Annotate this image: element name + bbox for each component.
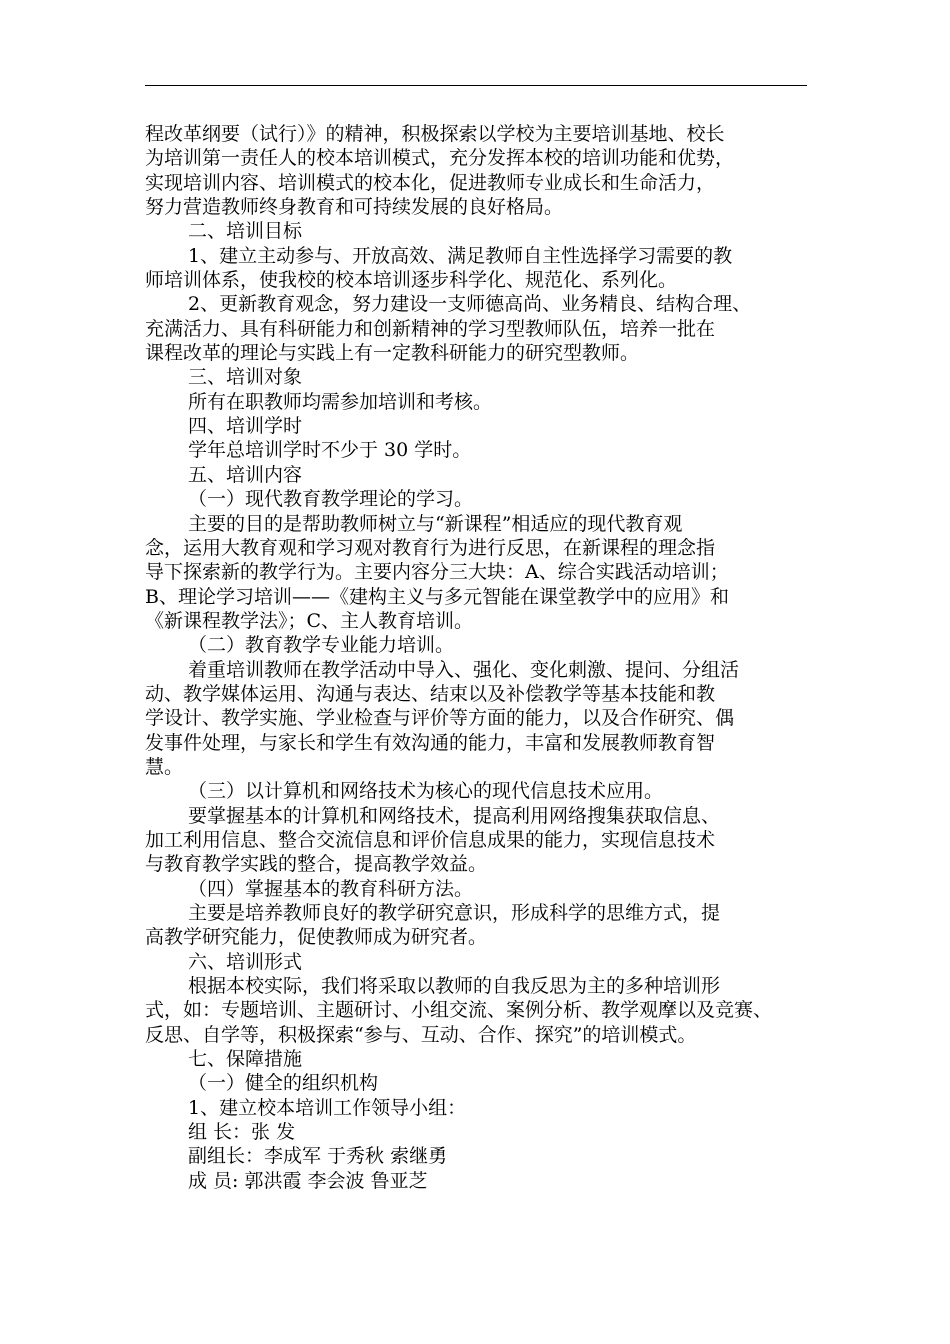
text-line: 念，运用大教育观和学习观对教育行为进行反思，在新课程的理念指	[145, 536, 716, 559]
section-heading: 四、培训学时	[188, 415, 303, 438]
text-line: 与教育教学实践的整合，提高教学效益。	[145, 853, 488, 876]
text-line: 根据本校实际，我们将采取以教师的自我反思为主的多种培训形	[188, 975, 721, 998]
text-line: 努力营造教师终身教育和可持续发展的良好格局。	[145, 196, 564, 219]
text-line: 充满活力、具有科研能力和创新精神的学习型教师队伍，培养一批在	[145, 317, 716, 340]
roster-members: 成 员: 郭洪霞 李会波 鲁亚芝	[188, 1169, 428, 1192]
section-heading: 二、培训目标	[188, 220, 303, 243]
text-line: 1、建立主动参与、开放高效、满足教师自主性选择学习需要的教	[188, 244, 733, 267]
text-line: 着重培训教师在教学活动中导入、强化、变化刺激、提问、分组活	[188, 658, 740, 681]
text-line: 主要是培养教师良好的教学研究意识，形成科学的思维方式，提	[188, 902, 721, 924]
text-line: 实现培训内容、培训模式的校本化，促进教师专业成长和生命活力，	[145, 171, 716, 194]
text-line: 所有在职教师均需参加培训和考核。	[188, 390, 493, 413]
text-line: 程改革纲要（试行）》的精神，积极探索以学校为主要培训基地、校长	[145, 123, 725, 145]
text-line: 课程改革的理论与实践上有一定教科研能力的研究型教师。	[145, 342, 640, 365]
text-line: 高教学研究能力，促使教师成为研究者。	[145, 926, 488, 949]
text-line: 2、更新教育观念，努力建设一支师德高尚、业务精良、结构合理、	[188, 293, 752, 316]
text-line: 要掌握基本的计算机和网络技术，提高利用网络搜集获取信息、	[188, 804, 721, 827]
roster-leader: 组 长：张 发	[188, 1121, 296, 1144]
subsection-heading: （一）健全的组织机构	[188, 1072, 379, 1095]
text-line: 发事件处理，与家长和学生有效沟通的能力，丰富和发展教师教育智	[145, 731, 716, 754]
text-line: 学设计、教学实施、学业检查与评价等方面的能力，以及合作研究、偶	[145, 707, 735, 730]
text-line: 式，如：专题培训、主题研讨、小组交流、案例分析、教学观摩以及竞赛、	[145, 999, 773, 1022]
text-line: 师培训体系，使我校的校本培训逐步科学化、规范化、系列化。	[145, 269, 678, 292]
section-heading: 六、培训形式	[188, 950, 303, 973]
text-line: B、理论学习培训——《建构主义与多元智能在课堂教学中的应用》和	[145, 585, 729, 608]
subsection-heading: （四）掌握基本的教育科研方法。	[188, 877, 474, 900]
text-line: 主要的目的是帮助教师树立与“新课程”相适应的现代教育观	[188, 512, 683, 535]
text-line: 导下探索新的教学行为。主要内容分三大块：A、综合实践活动培训；	[145, 561, 729, 584]
text-line: 加工利用信息、整合交流信息和评价信息成果的能力，实现信息技术	[145, 828, 716, 851]
text-line: 1、建立校本培训工作领导小组：	[188, 1096, 467, 1119]
text-line: 学年总培训学时不少于 30 学时。	[188, 439, 472, 462]
subsection-heading: （三）以计算机和网络技术为核心的现代信息技术应用。	[188, 780, 664, 803]
section-heading: 五、培训内容	[188, 463, 303, 486]
text-line: 为培训第一责任人的校本培训模式，充分发挥本校的培训功能和优势，	[145, 147, 735, 170]
subsection-heading: （一）现代教育教学理论的学习。	[188, 488, 474, 511]
subsection-heading: （二）教育教学专业能力培训。	[188, 634, 455, 657]
header-rule	[145, 85, 807, 86]
section-heading: 七、保障措施	[188, 1048, 303, 1071]
document-body	[145, 122, 807, 1193]
section-heading: 三、培训对象	[188, 366, 303, 389]
text-line: 反思、自学等，积极探索“参与、互动、合作、探究”的培训模式。	[145, 1023, 697, 1046]
text-line: 慧。	[145, 755, 184, 778]
text-line: 动、教学媒体运用、沟通与表达、结束以及补偿教学等基本技能和教	[145, 682, 716, 705]
text-line: 《新课程教学法》；C、主人教育培训。	[145, 609, 474, 632]
roster-deputy: 副组长：李成军 于秀秋 索继勇	[188, 1145, 448, 1168]
